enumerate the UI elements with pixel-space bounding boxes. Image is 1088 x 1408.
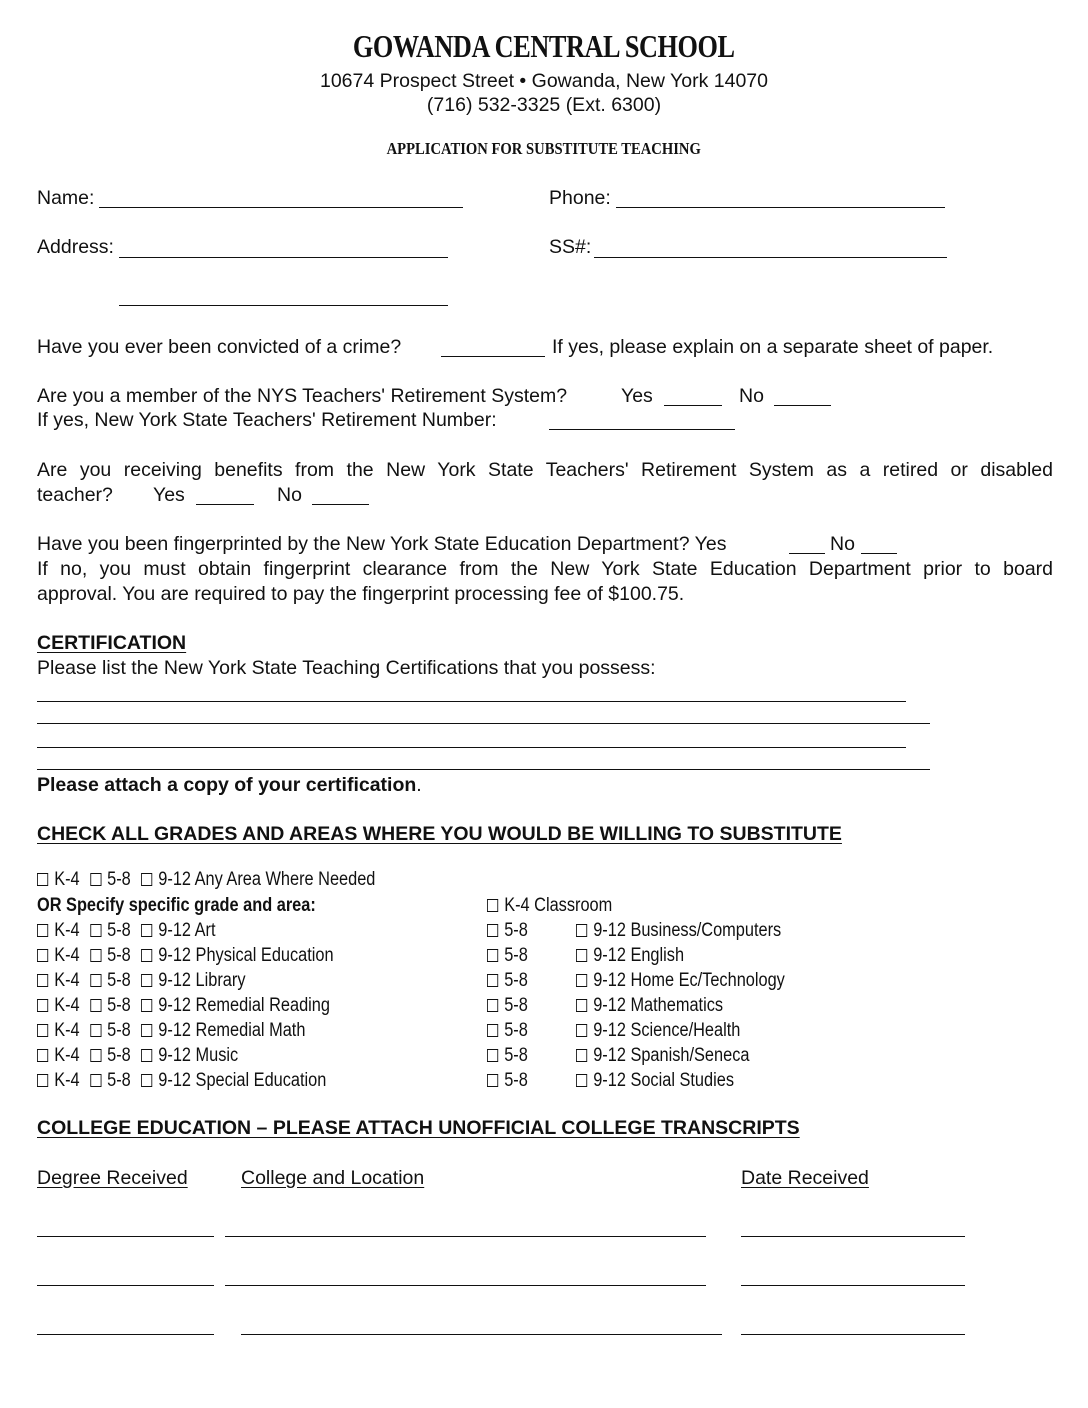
college-field-3[interactable] bbox=[241, 1334, 722, 1335]
benefits-no-label: No bbox=[277, 484, 302, 506]
name-field[interactable] bbox=[99, 207, 463, 208]
right-grade-5-8: 5-8 bbox=[487, 1044, 534, 1068]
form-title: APPLICATION FOR SUBSTITUTE TEACHING bbox=[386, 139, 702, 158]
phone-field[interactable] bbox=[616, 207, 945, 208]
5-8-checkbox[interactable] bbox=[90, 974, 101, 987]
benefits-yes-field[interactable] bbox=[196, 504, 254, 505]
date-field-3[interactable] bbox=[741, 1334, 965, 1335]
phone-label: Phone: bbox=[549, 187, 611, 209]
area-checkbox[interactable] bbox=[576, 974, 587, 987]
school-address: 10674 Prospect Street • Gowanda, New York 14070 bbox=[319, 70, 769, 92]
5-8-checkbox[interactable] bbox=[487, 924, 498, 937]
address-label: Address: bbox=[37, 236, 114, 258]
right-grade-5-8: 5-8 bbox=[487, 1019, 534, 1043]
retirement-number-field[interactable] bbox=[549, 429, 735, 430]
crime-question: Have you ever been convicted of a crime? bbox=[37, 336, 402, 358]
area-checkbox[interactable] bbox=[141, 974, 152, 987]
fingerprint-fee: approval. You are required to pay the fingerprint processing fee of $100.75. bbox=[37, 583, 685, 605]
9-12-any-checkbox[interactable] bbox=[141, 873, 152, 886]
fingerprint-instructions: If no, you must obtain fingerprint clearance from the New York State Education Department prior to board bbox=[37, 558, 1053, 580]
right-grade-5-8: 5-8 bbox=[487, 919, 534, 943]
k4-checkbox[interactable] bbox=[37, 924, 48, 937]
left-area-row: K-4 5-8 9-12 Physical Education bbox=[37, 944, 382, 968]
school-name: GOWANDA CENTRAL SCHOOL bbox=[353, 28, 735, 64]
k4-classroom-row: K-4 Classroom bbox=[487, 894, 633, 918]
certification-heading: CERTIFICATION bbox=[37, 632, 187, 654]
degree-field-1[interactable] bbox=[37, 1236, 214, 1237]
left-area-row: K-4 5-8 9-12 Remedial Reading bbox=[37, 994, 378, 1018]
crime-answer-field[interactable] bbox=[441, 356, 545, 357]
grades-any-area-row: K-4 5-8 9-12 Any Area Where Needed bbox=[37, 868, 430, 892]
date-column-header: Date Received bbox=[741, 1167, 869, 1189]
right-grade-5-8: 5-8 bbox=[487, 969, 534, 993]
retirement-number-label: If yes, New York State Teachers' Retirement Number: bbox=[37, 409, 497, 431]
5-8-checkbox[interactable] bbox=[90, 949, 101, 962]
fingerprint-yes-field[interactable] bbox=[789, 553, 825, 554]
area-checkbox[interactable] bbox=[576, 1074, 587, 1087]
k4-classroom-checkbox[interactable] bbox=[487, 899, 498, 912]
nys-member-no-field[interactable] bbox=[774, 405, 831, 406]
college-field-1[interactable] bbox=[225, 1236, 706, 1237]
right-grade-5-8: 5-8 bbox=[487, 1069, 534, 1093]
right-area-row: 9-12 Spanish/Seneca bbox=[576, 1044, 778, 1068]
grades-heading: CHECK ALL GRADES AND AREAS WHERE YOU WOULD BE WILLING TO SUBSTITUTE bbox=[37, 823, 842, 845]
college-column-header: College and Location bbox=[241, 1167, 425, 1189]
benefits-question: Are you receiving benefits from the New York State Teachers' Retirement System as a retired or disabled bbox=[37, 459, 1053, 481]
education-heading: COLLEGE EDUCATION – PLEASE ATTACH UNOFFICIAL COLLEGE TRANSCRIPTS bbox=[37, 1117, 800, 1139]
nys-member-question: Are you a member of the NYS Teachers' Retirement System? bbox=[37, 385, 568, 407]
area-checkbox[interactable] bbox=[576, 1049, 587, 1062]
right-area-row: 9-12 Social Studies bbox=[576, 1069, 760, 1093]
right-area-row: 9-12 English bbox=[576, 944, 702, 968]
left-area-row: K-4 5-8 9-12 Library bbox=[37, 969, 279, 993]
5-8-checkbox[interactable] bbox=[90, 924, 101, 937]
right-grade-5-8: 5-8 bbox=[487, 944, 534, 968]
5-8-checkbox[interactable] bbox=[90, 1074, 101, 1087]
5-8-checkbox[interactable] bbox=[487, 999, 498, 1012]
certification-line-3[interactable] bbox=[37, 747, 906, 748]
right-area-row: 9-12 Mathematics bbox=[576, 994, 747, 1018]
degree-column-header: Degree Received bbox=[37, 1167, 188, 1189]
5-8-any-checkbox[interactable] bbox=[90, 873, 101, 886]
fingerprint-question: Have you been fingerprinted by the New York State Education Department? Yes bbox=[37, 533, 727, 555]
k4-checkbox[interactable] bbox=[37, 1024, 48, 1037]
degree-field-2[interactable] bbox=[37, 1285, 214, 1286]
nys-member-no-label: No bbox=[739, 385, 764, 407]
specify-label: OR Specify specific grade and area: bbox=[37, 895, 316, 916]
certification-attach-note: Please attach a copy of your certification. bbox=[37, 774, 422, 796]
area-checkbox[interactable] bbox=[141, 924, 152, 937]
address-field-line2[interactable] bbox=[119, 305, 448, 306]
nys-member-yes-field[interactable] bbox=[664, 405, 722, 406]
left-area-row: K-4 5-8 9-12 Special Education bbox=[37, 1069, 373, 1093]
5-8-checkbox[interactable] bbox=[90, 1049, 101, 1062]
degree-field-3[interactable] bbox=[37, 1334, 214, 1335]
5-8-checkbox[interactable] bbox=[487, 949, 498, 962]
k4-checkbox[interactable] bbox=[37, 1049, 48, 1062]
right-area-row: 9-12 Business/Computers bbox=[576, 919, 815, 943]
k4-checkbox[interactable] bbox=[37, 974, 48, 987]
area-checkbox[interactable] bbox=[576, 949, 587, 962]
area-checkbox[interactable] bbox=[141, 1074, 152, 1087]
ss-field[interactable] bbox=[594, 257, 947, 258]
5-8-checkbox[interactable] bbox=[90, 999, 101, 1012]
k4-checkbox[interactable] bbox=[37, 949, 48, 962]
name-label: Name: bbox=[37, 187, 95, 209]
area-checkbox[interactable] bbox=[141, 1024, 152, 1037]
benefits-question-cont: teacher? bbox=[37, 484, 113, 506]
5-8-checkbox[interactable] bbox=[487, 1024, 498, 1037]
k4-any-checkbox[interactable] bbox=[37, 873, 48, 886]
address-field[interactable] bbox=[119, 257, 448, 258]
5-8-checkbox[interactable] bbox=[90, 1024, 101, 1037]
area-checkbox[interactable] bbox=[576, 999, 587, 1012]
area-checkbox[interactable] bbox=[576, 1024, 587, 1037]
fingerprint-no-label: No bbox=[830, 533, 855, 555]
5-8-checkbox[interactable] bbox=[487, 1049, 498, 1062]
area-checkbox[interactable] bbox=[141, 1049, 152, 1062]
benefits-yes-label: Yes bbox=[153, 484, 185, 506]
area-checkbox[interactable] bbox=[141, 949, 152, 962]
k4-checkbox[interactable] bbox=[37, 1074, 48, 1087]
benefits-no-field[interactable] bbox=[312, 504, 369, 505]
5-8-checkbox[interactable] bbox=[487, 974, 498, 987]
left-area-row: K-4 5-8 9-12 Remedial Math bbox=[37, 1019, 349, 1043]
right-area-row: 9-12 Science/Health bbox=[576, 1019, 767, 1043]
certification-line-1[interactable] bbox=[37, 701, 906, 702]
date-field-2[interactable] bbox=[741, 1285, 965, 1286]
school-phone: (716) 532-3325 (Ext. 6300) bbox=[426, 94, 662, 116]
ss-label: SS#: bbox=[549, 236, 592, 258]
fingerprint-no-field[interactable] bbox=[861, 553, 897, 554]
area-checkbox[interactable] bbox=[576, 924, 587, 937]
crime-instructions: If yes, please explain on a separate sheet of paper. bbox=[552, 336, 994, 358]
area-checkbox[interactable] bbox=[141, 999, 152, 1012]
date-field-1[interactable] bbox=[741, 1236, 965, 1237]
certification-prompt: Please list the New York State Teaching Certifications that you possess: bbox=[37, 657, 656, 679]
5-8-checkbox[interactable] bbox=[487, 1074, 498, 1087]
nys-member-yes-label: Yes bbox=[621, 385, 653, 407]
certification-line-4[interactable] bbox=[37, 769, 930, 770]
left-area-row: K-4 5-8 9-12 Music bbox=[37, 1044, 271, 1068]
certification-line-2[interactable] bbox=[37, 723, 930, 724]
college-field-2[interactable] bbox=[225, 1285, 706, 1286]
k4-checkbox[interactable] bbox=[37, 999, 48, 1012]
right-grade-5-8: 5-8 bbox=[487, 994, 534, 1018]
left-area-row: K-4 5-8 9-12 Art bbox=[37, 919, 245, 943]
right-area-row: 9-12 Home Ec/Technology bbox=[576, 969, 819, 993]
